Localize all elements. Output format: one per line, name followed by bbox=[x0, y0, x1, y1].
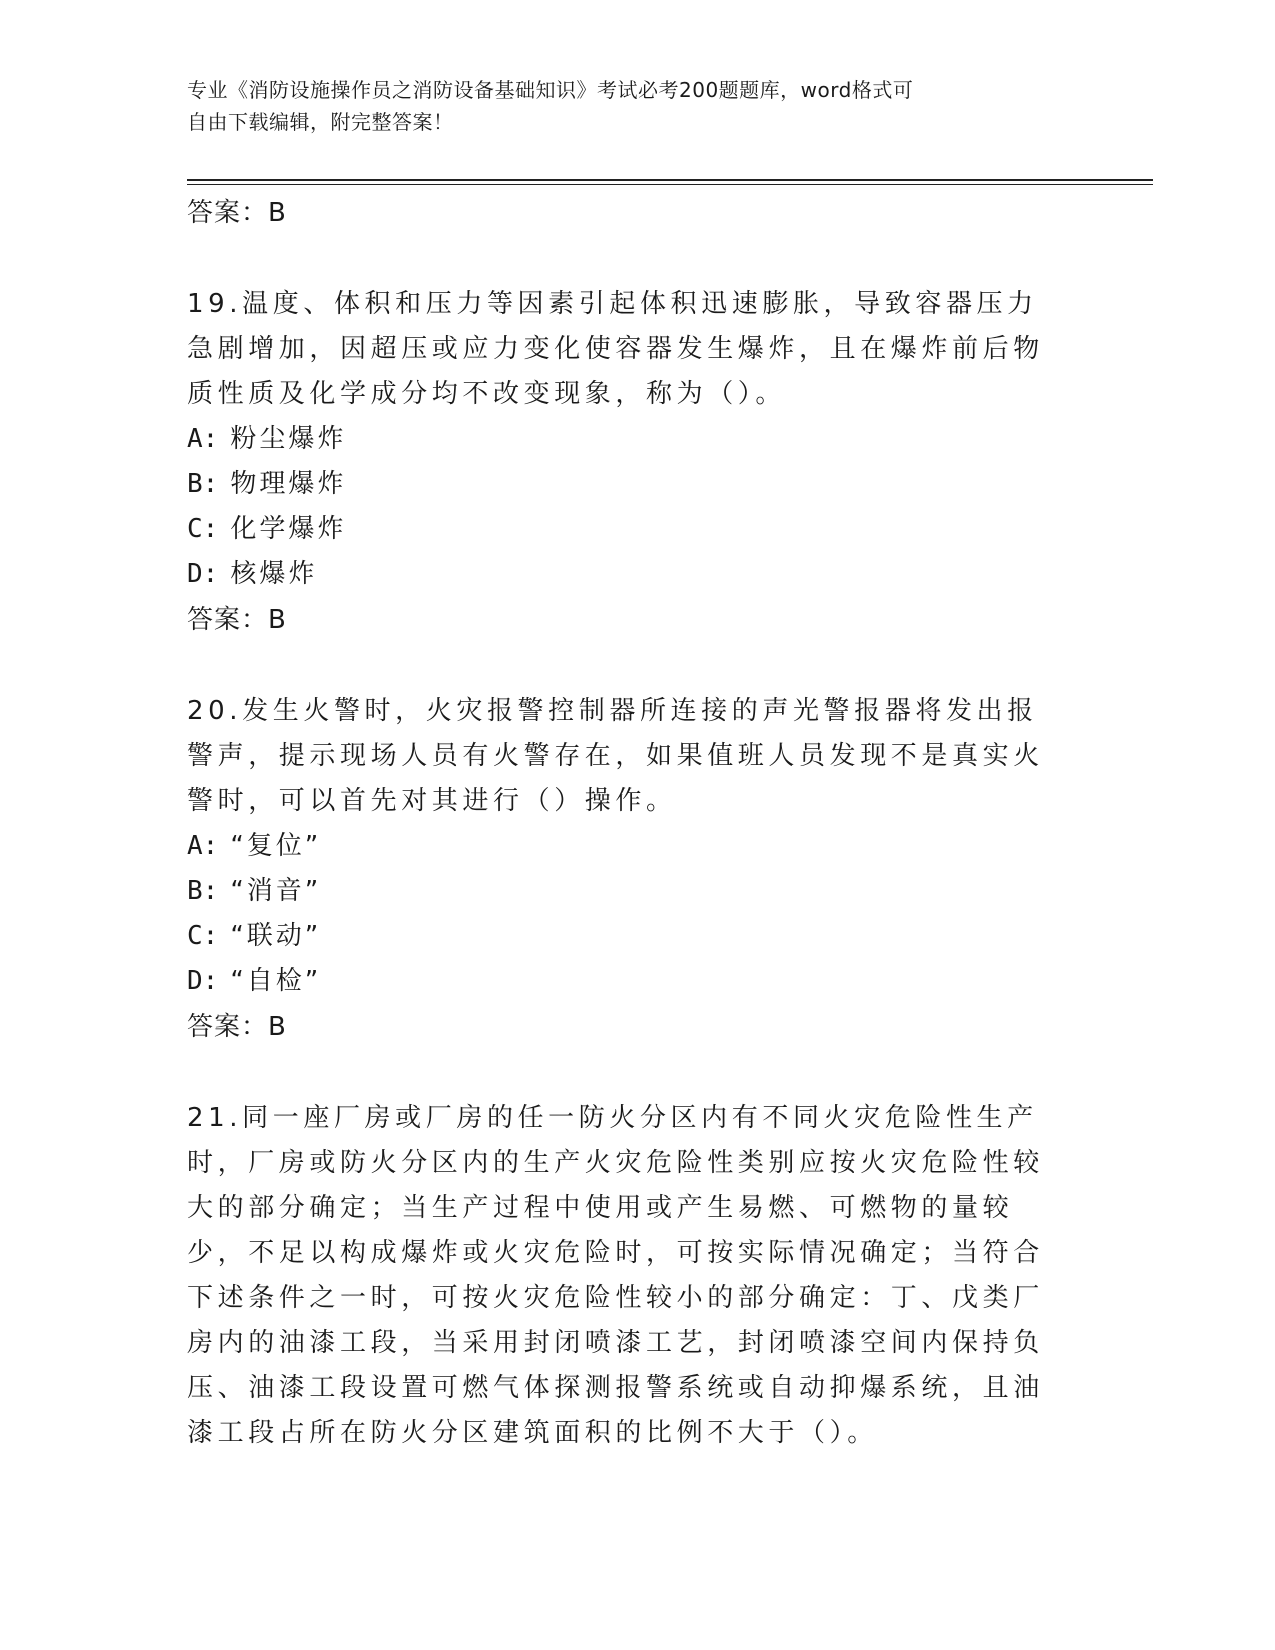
spacer bbox=[187, 643, 1067, 689]
answer-line: 答案：B bbox=[187, 198, 287, 228]
option-letter: B: bbox=[187, 876, 219, 906]
option-text: “自检” bbox=[230, 966, 322, 996]
option-a bbox=[187, 824, 1067, 869]
option-c bbox=[187, 914, 1067, 959]
option-b bbox=[187, 462, 1067, 507]
option-d bbox=[187, 552, 1067, 597]
option-text: “消音” bbox=[230, 876, 322, 906]
question-block-20 bbox=[187, 689, 1067, 1050]
answer-line: 答案：B bbox=[187, 605, 287, 635]
option-text: 核爆炸 bbox=[230, 559, 318, 589]
option-letter: D: bbox=[187, 559, 219, 589]
option-b bbox=[187, 869, 1067, 914]
spacer bbox=[187, 236, 1067, 282]
document-header bbox=[187, 74, 1067, 138]
question-block-21 bbox=[187, 1096, 1067, 1456]
option-text: “联动” bbox=[230, 921, 322, 951]
header-divider-thin bbox=[187, 184, 1153, 185]
option-letter: B: bbox=[187, 469, 219, 499]
option-text: 物理爆炸 bbox=[230, 469, 347, 499]
spacer bbox=[187, 1050, 1067, 1096]
option-d bbox=[187, 959, 1067, 1004]
header-line-1: 专业《消防设施操作员之消防设备基础知识》考试必考200题题库，word格式可 bbox=[187, 78, 914, 102]
question-text: 19.温度、体积和压力等因素引起体积迅速膨胀，导致容器压力急剧增加，因超压或应力变化使容器发生爆炸，且在爆炸前后物质性质及化学成分均不改变现象，称为（）。 bbox=[187, 289, 1044, 409]
document-body bbox=[187, 190, 1067, 1456]
option-letter: C: bbox=[187, 921, 219, 951]
question-text: 20.发生火警时，火灾报警控制器所连接的声光警报器将发出报警声，提示现场人员有火警存在，如果值班人员发现不是真实火警时，可以首先对其进行（）操作。 bbox=[187, 696, 1044, 816]
option-letter: D: bbox=[187, 966, 219, 996]
option-text: “复位” bbox=[230, 831, 322, 861]
option-a bbox=[187, 417, 1067, 462]
question-text: 21.同一座厂房或厂房的任一防火分区内有不同火灾危险性生产时，厂房或防火分区内的生产火灾危险性类别应按火灾危险性较大的部分确定；当生产过程中使用或产生易燃、可燃物的量较少，不足以构成爆炸或火灾危险时，可按实际情况确定；当符合下述条件之一时，可按火灾危险性较小的部分确定：丁、戊类厂房内的油漆工段，当采用封闭喷漆工艺，封闭喷漆空间内保持负压、油漆工段设置可燃气体探测报警系统或自动抑爆系统，且油漆工段占所在防火分区建筑面积的比例不大于（）。 bbox=[187, 1103, 1044, 1448]
option-text: 粉尘爆炸 bbox=[230, 424, 347, 454]
option-text: 化学爆炸 bbox=[230, 514, 347, 544]
answer-line: 答案：B bbox=[187, 1012, 287, 1042]
header-divider-thick bbox=[187, 179, 1153, 181]
option-letter: A: bbox=[187, 831, 219, 861]
header-line-2: 自由下载编辑，附完整答案！ bbox=[187, 110, 454, 134]
option-letter: C: bbox=[187, 514, 219, 544]
question-block-19 bbox=[187, 282, 1067, 643]
option-letter: A: bbox=[187, 424, 219, 454]
option-c bbox=[187, 507, 1067, 552]
